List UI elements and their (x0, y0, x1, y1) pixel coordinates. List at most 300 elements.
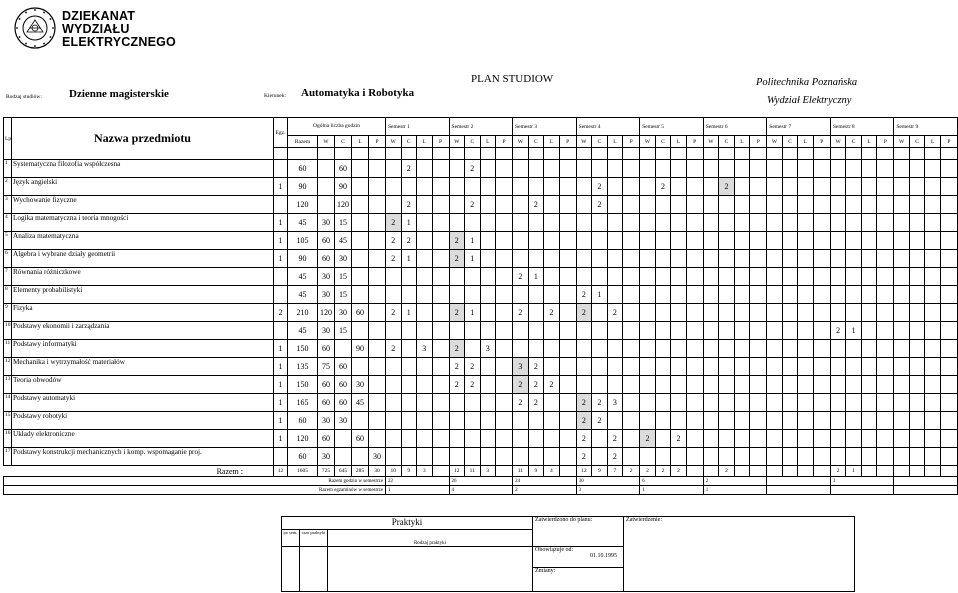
semester-hours-cell (925, 160, 941, 178)
semester-hours-cell (544, 286, 560, 304)
semester-hours-cell (877, 448, 894, 466)
semester-hours-cell (417, 376, 433, 394)
semester-hours-cell: 1 (401, 304, 417, 322)
semester-hours-cell (703, 250, 719, 268)
semester-hours-cell (576, 358, 592, 376)
semester-hours-cell (846, 250, 862, 268)
semester-hours-cell (846, 214, 862, 232)
semester-hours-cell (782, 250, 798, 268)
semester-exams-total: 1 (703, 486, 767, 495)
semester-hours-cell (544, 394, 560, 412)
semester-hours-cell (830, 286, 846, 304)
semester-form-header: C (655, 136, 671, 148)
form-header: P (369, 136, 386, 148)
semester-hours-cell (877, 430, 894, 448)
semester-total-cell: 11 (513, 466, 529, 477)
semester-hours-cell (798, 430, 814, 448)
semester-hours-cell (386, 412, 402, 430)
semester-hours-cell (640, 448, 656, 466)
semester-hours-cell: 2 (576, 394, 592, 412)
hours-c: 60 (335, 358, 352, 376)
semester-hours-cell (894, 304, 910, 322)
subject-name: Logika matematyczna i teoria mnogości (12, 214, 274, 232)
semester-hours-cell (513, 178, 529, 196)
semester-hours-cell (465, 430, 481, 448)
semester-total-cell: 10 (386, 466, 402, 477)
subject-row (4, 250, 958, 268)
hours-p (369, 358, 386, 376)
semester-hours-cell (813, 214, 830, 232)
row-number: 17 (4, 448, 12, 466)
semester-hours-cell (830, 358, 846, 376)
semester-form-header: P (686, 136, 703, 148)
semester-hours-cell (894, 286, 910, 304)
hours-w: 75 (318, 358, 335, 376)
semester-hours-cell: 2 (449, 358, 465, 376)
semester-hours-cell (830, 394, 846, 412)
semester-hours-cell (640, 232, 656, 250)
semester-hours-cell (750, 178, 767, 196)
semester-hours-cell (655, 250, 671, 268)
semester-form-header: W (513, 136, 529, 148)
semester-hours-cell (576, 160, 592, 178)
semester-hours-cell (782, 412, 798, 430)
seal-icon (13, 6, 57, 50)
semester-form-header: C (528, 136, 544, 148)
semester-hours-cell (528, 304, 544, 322)
row-number: 13 (4, 376, 12, 394)
semester-hours-cell (894, 322, 910, 340)
semester-hours-cell (813, 412, 830, 430)
semester-hours-cell (449, 214, 465, 232)
semester-hours-cell (877, 412, 894, 430)
semester-hours-cell (719, 268, 735, 286)
semester-hours-cell (528, 178, 544, 196)
semester-hours-cell (513, 196, 529, 214)
semester-hours-cell (750, 358, 767, 376)
semester-hours-cell (655, 160, 671, 178)
exam-count: 1 (274, 214, 288, 232)
semester-hours-cell (686, 250, 703, 268)
semester-hours-cell: 2 (401, 232, 417, 250)
subject-row (4, 214, 958, 232)
semester-hours-cell (386, 322, 402, 340)
semester-hours-cell: 1 (846, 322, 862, 340)
semester-hours-cell (640, 412, 656, 430)
semester-hours-cell (465, 178, 481, 196)
semester-hours-cell: 2 (607, 448, 623, 466)
hours-l (352, 412, 369, 430)
semester-hours-cell (655, 268, 671, 286)
form-header: C (335, 136, 352, 148)
subject-name: Podstawy ekonomii i zarządzania (12, 322, 274, 340)
semester-hours-cell (623, 304, 640, 322)
subject-row (4, 322, 958, 340)
hours-p (369, 268, 386, 286)
semester-hours-cell (703, 178, 719, 196)
semester-hours-cell (640, 286, 656, 304)
semester-hours-cell: 1 (465, 250, 481, 268)
semester-hours-cell (449, 268, 465, 286)
semester-hours-cell (734, 376, 750, 394)
semester-hours-cell (386, 448, 402, 466)
semester-hours-cell (734, 322, 750, 340)
exam-count: 1 (274, 430, 288, 448)
hours-l: 90 (352, 340, 369, 358)
valid-from-date: 01.10.1995 (590, 553, 617, 559)
semester-hours-cell: 2 (544, 376, 560, 394)
semester-hours-cell (846, 358, 862, 376)
semester-hours-cell (496, 430, 513, 448)
semester-hours-cell (496, 250, 513, 268)
semester-hours-cell (877, 394, 894, 412)
hours-c: 30 (335, 250, 352, 268)
semester-hours-cell: 2 (544, 304, 560, 322)
semester-hours-cell (861, 322, 877, 340)
subject-row (4, 394, 958, 412)
semester-hours-cell (846, 304, 862, 322)
semester-hours-cell (576, 268, 592, 286)
semester-hours-cell (432, 250, 449, 268)
hours-razem: 120 (288, 196, 318, 214)
semester-hours-cell (846, 160, 862, 178)
semester-hours-cell (686, 286, 703, 304)
semester-hours-cell (528, 250, 544, 268)
semester-hours-cell (513, 322, 529, 340)
row-number: 16 (4, 430, 12, 448)
semester-hours-cell (782, 322, 798, 340)
semester-form-header: W (703, 136, 719, 148)
semester-hours-cell (417, 304, 433, 322)
semester-hours-cell (877, 214, 894, 232)
semester-hours-cell (640, 304, 656, 322)
semester-header: Semestr 1 (386, 118, 450, 136)
exam-count: 1 (274, 376, 288, 394)
semester-hours-cell (767, 250, 783, 268)
semester-hours-cell (671, 304, 687, 322)
semester-hours-cell (734, 340, 750, 358)
semester-hours-cell (465, 340, 481, 358)
semester-hours-cell (734, 232, 750, 250)
hours-c (335, 340, 352, 358)
semester-hours-cell (703, 214, 719, 232)
semester-hours-cell (894, 160, 910, 178)
semester-hours-cell (861, 412, 877, 430)
semester-total-cell (940, 466, 957, 477)
hours-l (352, 286, 369, 304)
semester-hours-cell (940, 232, 957, 250)
semester-hours-cell (686, 160, 703, 178)
semester-hours-cell (465, 286, 481, 304)
semester-hours-cell (703, 160, 719, 178)
semester-hours-cell (767, 358, 783, 376)
semester-exams-total: 1 (386, 486, 450, 495)
study-type-label: Rodzaj studiów: (6, 94, 42, 100)
semester-hours-cell (909, 394, 925, 412)
semester-hours-cell (432, 268, 449, 286)
semester-hours-cell: 2 (465, 196, 481, 214)
hours-p (369, 412, 386, 430)
hours-razem: 135 (288, 358, 318, 376)
semester-hours-cell (767, 412, 783, 430)
total-c: 645 (335, 466, 352, 477)
semester-hours-cell (432, 322, 449, 340)
exam-count (274, 268, 288, 286)
semester-hours-cell (767, 268, 783, 286)
exam-count: 1 (274, 250, 288, 268)
semester-hours-cell (734, 304, 750, 322)
semester-hours-cell (559, 214, 576, 232)
row-number: 10 (4, 322, 12, 340)
semester-hours-cell (703, 376, 719, 394)
semester-exams-total: 3 (576, 486, 640, 495)
subject-name: Podstawy robotyki (12, 412, 274, 430)
semester-hours-cell (401, 322, 417, 340)
semester-hours-cell (417, 430, 433, 448)
hours-p: 30 (369, 448, 386, 466)
semester-hours-cell (655, 376, 671, 394)
semester-hours-cell (703, 268, 719, 286)
semester-form-header: L (734, 136, 750, 148)
semester-hours-cell (417, 358, 433, 376)
semester-hours-cell (719, 412, 735, 430)
subject-row (4, 232, 958, 250)
hours-razem: 90 (288, 178, 318, 196)
semester-hours-cell (830, 232, 846, 250)
semester-hours-cell (671, 160, 687, 178)
semester-hours-cell (782, 430, 798, 448)
semester-hours-cell (607, 196, 623, 214)
semester-hours-cell (559, 268, 576, 286)
university-name: Politechnika Poznańska (756, 77, 858, 88)
semester-hours-cell (576, 178, 592, 196)
semester-form-header: C (592, 136, 608, 148)
semester-hours-cell (528, 286, 544, 304)
internship-box (281, 516, 855, 592)
semester-hours-cell (798, 196, 814, 214)
semester-hours-cell (909, 430, 925, 448)
semester-hours-cell (417, 178, 433, 196)
semester-total-cell: 11 (465, 466, 481, 477)
hours-razem: 210 (288, 304, 318, 322)
semester-hours-total: 24 (513, 477, 577, 486)
semester-hours-cell (813, 160, 830, 178)
semester-hours-cell (830, 430, 846, 448)
hours-c: 15 (335, 286, 352, 304)
study-plan-table (3, 117, 958, 495)
semester-hours-cell (623, 340, 640, 358)
semester-form-header: L (798, 136, 814, 148)
semester-hours-cell (719, 358, 735, 376)
semester-hours-cell (925, 286, 941, 304)
semester-hours-cell (909, 196, 925, 214)
semester-hours-cell (846, 196, 862, 214)
semester-hours-cell (719, 322, 735, 340)
row-number: 5 (4, 232, 12, 250)
semester-hours-cell (750, 286, 767, 304)
semester-hours-cell (830, 268, 846, 286)
semester-total-cell (861, 466, 877, 477)
semester-hours-cell: 2 (592, 196, 608, 214)
semester-hours-cell (846, 178, 862, 196)
exam-count (274, 160, 288, 178)
subject-name-header: Nazwa przedmiotu (12, 118, 274, 160)
semester-exams-total (894, 486, 958, 495)
semester-hours-cell (813, 178, 830, 196)
semester-hours-cell (513, 250, 529, 268)
exam-count (274, 286, 288, 304)
hours-c: 60 (335, 160, 352, 178)
hours-c: 60 (335, 376, 352, 394)
semester-hours-cell (401, 286, 417, 304)
semester-hours-cell (813, 394, 830, 412)
semester-hours-cell (719, 286, 735, 304)
exam-count (274, 196, 288, 214)
semester-hours-cell (703, 196, 719, 214)
subject-name: Teoria obwodów (12, 376, 274, 394)
semester-hours-cell (734, 430, 750, 448)
total-w: 725 (318, 466, 335, 477)
semester-hours-cell (417, 250, 433, 268)
semester-hours-cell (940, 304, 957, 322)
semester-total-cell: 7 (607, 466, 623, 477)
hours-c: 15 (335, 214, 352, 232)
semester-hours-cell (686, 322, 703, 340)
semester-hours-cell: 2 (465, 376, 481, 394)
semester-hours-cell: 2 (465, 160, 481, 178)
semester-hours-cell (719, 376, 735, 394)
subject-name: Podstawy informatyki (12, 340, 274, 358)
semester-header: Semestr 9 (894, 118, 958, 136)
semester-hours-cell (496, 340, 513, 358)
semester-hours-cell (592, 250, 608, 268)
semester-hours-cell (909, 322, 925, 340)
semester-hours-cell (909, 268, 925, 286)
semester-hours-cell (830, 304, 846, 322)
semester-hours-cell (877, 376, 894, 394)
semester-total-cell (894, 466, 910, 477)
semester-hours-cell (559, 286, 576, 304)
semester-hours-cell (846, 448, 862, 466)
hours-w: 60 (318, 430, 335, 448)
semester-hours-cell (432, 286, 449, 304)
semester-hours-total: 22 (386, 477, 450, 486)
semester-hours-cell (386, 160, 402, 178)
hours-l (352, 160, 369, 178)
semester-hours-cell (640, 376, 656, 394)
field-label: Kierunek: (264, 93, 286, 99)
semester-hours-cell (640, 394, 656, 412)
semester-form-header: C (846, 136, 862, 148)
hours-c: 90 (335, 178, 352, 196)
semester-hours-cell (877, 250, 894, 268)
semester-hours-cell (640, 160, 656, 178)
semester-total-cell (686, 466, 703, 477)
semester-hours-cell (719, 340, 735, 358)
semester-hours-cell (592, 448, 608, 466)
semester-hours-cell (401, 268, 417, 286)
semester-hours-cell (513, 430, 529, 448)
semester-hours-cell (798, 394, 814, 412)
semester-hours-cell (623, 268, 640, 286)
hours-c: 60 (335, 394, 352, 412)
semester-hours-cell (703, 430, 719, 448)
semester-hours-cell: 2 (830, 322, 846, 340)
semester-exams-total (830, 486, 894, 495)
hours-p (369, 322, 386, 340)
semester-hours-cell (925, 304, 941, 322)
semester-hours-cell: 2 (449, 250, 465, 268)
semester-hours-cell (401, 340, 417, 358)
semester-hours-cell (909, 412, 925, 430)
hours-c (335, 430, 352, 448)
semester-hours-cell (719, 196, 735, 214)
semester-hours-cell (909, 358, 925, 376)
semester-hours-cell (496, 448, 513, 466)
semester-hours-cell (480, 304, 496, 322)
semester-hours-cell: 1 (401, 250, 417, 268)
semester-total-cell: 3 (480, 466, 496, 477)
semester-hours-cell (782, 196, 798, 214)
semester-hours-cell (894, 376, 910, 394)
semester-hours-cell (640, 178, 656, 196)
semester-hours-cell (767, 430, 783, 448)
semester-hours-cell (623, 160, 640, 178)
semester-hours-cell: 2 (528, 394, 544, 412)
semester-hours-cell (894, 448, 910, 466)
semester-total-cell (734, 466, 750, 477)
hours-razem: 150 (288, 340, 318, 358)
hours-c: 15 (335, 322, 352, 340)
total-hours-header: Ogólna liczba godzin (288, 118, 386, 136)
semester-hours-cell (686, 214, 703, 232)
semester-hours-cell (877, 160, 894, 178)
semester-hours-cell (559, 430, 576, 448)
semester-hours-cell (767, 232, 783, 250)
semester-hours-cell (465, 394, 481, 412)
hours-razem: 90 (288, 250, 318, 268)
semester-hours-cell (592, 322, 608, 340)
semester-hours-cell (686, 268, 703, 286)
hours-c: 45 (335, 232, 352, 250)
semester-hours-cell (417, 448, 433, 466)
semester-hours-cell: 2 (386, 214, 402, 232)
semester-hours-cell (592, 430, 608, 448)
semester-hours-cell: 2 (401, 160, 417, 178)
semester-hours-cell (432, 232, 449, 250)
semester-hours-cell (686, 412, 703, 430)
row-number: 1 (4, 160, 12, 178)
semester-hours-cell (480, 430, 496, 448)
semester-hours-total (894, 477, 958, 486)
hours-c: 30 (335, 304, 352, 322)
semester-hours-cell (686, 376, 703, 394)
semester-hours-total (767, 477, 831, 486)
semester-hours-cell (798, 412, 814, 430)
semester-hours-cell (417, 286, 433, 304)
semester-header: Semestr 4 (576, 118, 640, 136)
hours-w: 60 (318, 340, 335, 358)
subject-name: Układy elektroniczne (12, 430, 274, 448)
semester-hours-cell (401, 430, 417, 448)
semester-hours-cell (909, 286, 925, 304)
semester-hours-cell (432, 196, 449, 214)
semester-hours-cell (909, 376, 925, 394)
semester-hours-cell (671, 286, 687, 304)
semester-hours-cell (719, 430, 735, 448)
semester-hours-cell (925, 430, 941, 448)
semester-hours-cell (813, 376, 830, 394)
